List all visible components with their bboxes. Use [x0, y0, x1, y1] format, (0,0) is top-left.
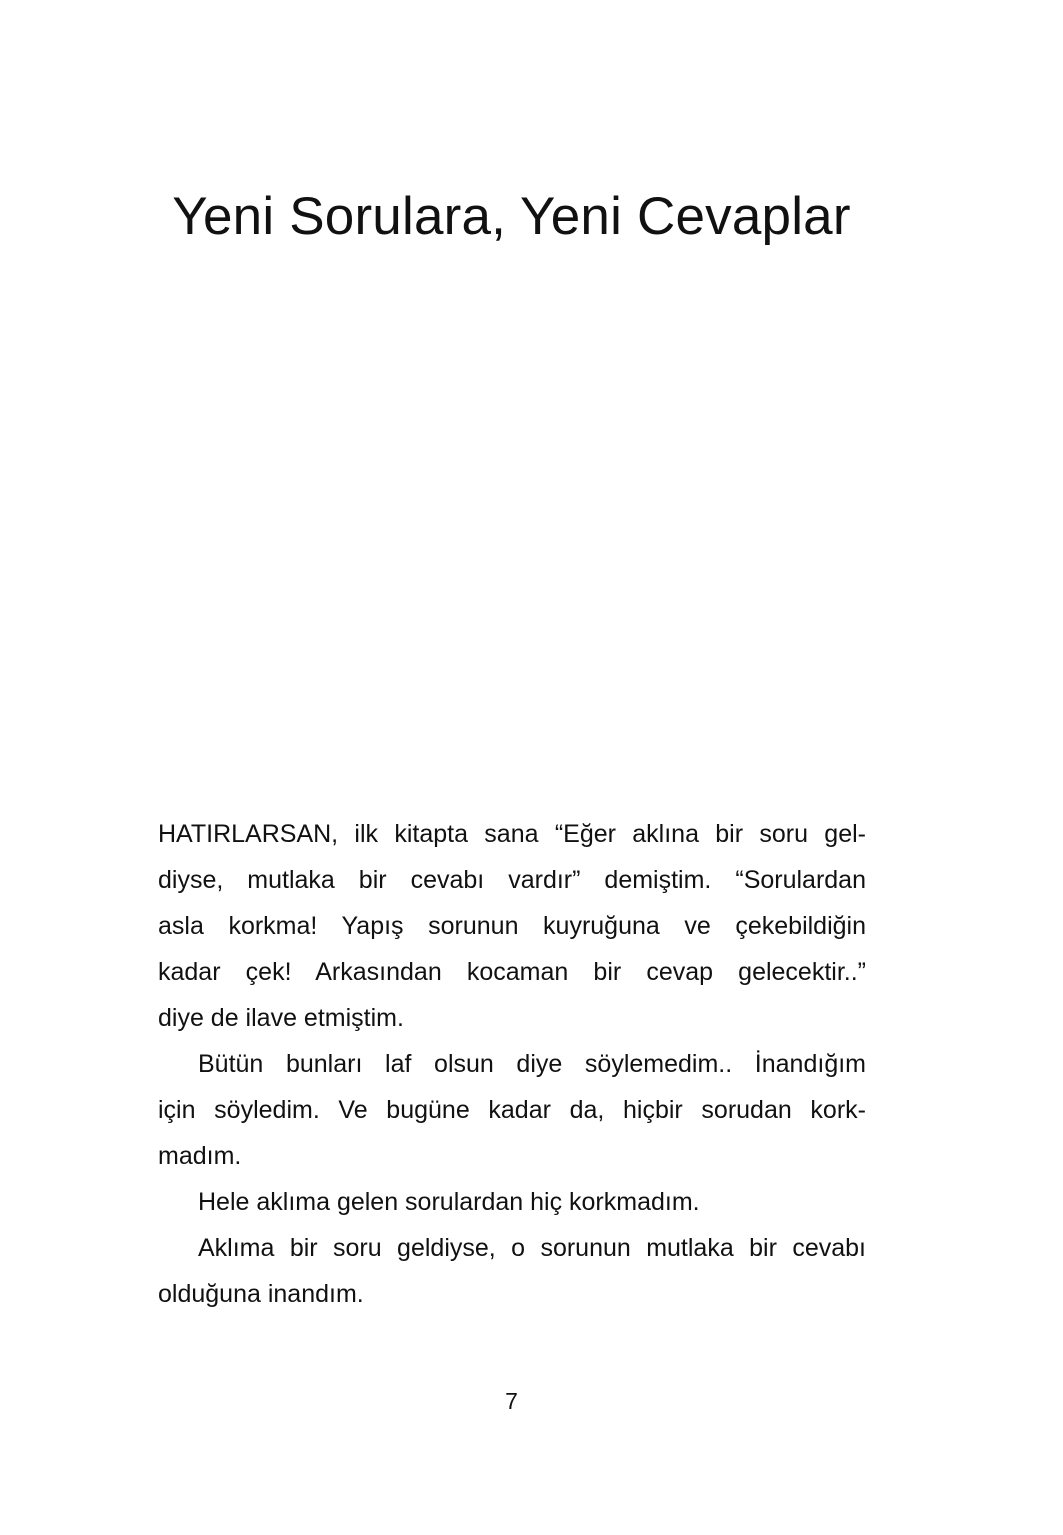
text-line: diyse, mutlaka bir cevabı vardır” demiştim. “Sorulardan: [158, 866, 866, 894]
text-line: Aklıma bir soru geldiyse, o sorunun mutlaka bir cevabı: [198, 1234, 866, 1262]
text-line: kadar çek! Arkasından kocaman bir cevap gelecektir..”: [158, 958, 866, 986]
text-line: olduğuna inandım.: [158, 1280, 364, 1308]
body-text: [158, 811, 866, 1317]
chapter-title: Yeni Sorulara, Yeni Cevaplar: [172, 187, 851, 246]
text-line: diye de ilave etmiştim.: [158, 1004, 404, 1032]
paragraph-2: [158, 1041, 866, 1179]
text-line: Bütün bunları laf olsun diye söylemedim.. İnandığım: [198, 1050, 866, 1078]
text-line: madım.: [158, 1142, 242, 1170]
text-line: Hele aklıma gelen sorulardan hiç korkmadım.: [198, 1188, 700, 1216]
text-line: HATIRLARSAN, ilk kitapta sana “Eğer aklına bir soru gel-: [158, 820, 866, 848]
paragraph-1: [158, 811, 866, 1041]
paragraph-3: [158, 1179, 866, 1225]
paragraph-4: [158, 1225, 866, 1317]
text-line: asla korkma! Yapış sorunun kuyruğuna ve çekebildiğin: [158, 912, 866, 940]
page-number: 7: [505, 1388, 518, 1414]
text-line: için söyledim. Ve bugüne kadar da, hiçbir sorudan kork-: [158, 1096, 866, 1124]
